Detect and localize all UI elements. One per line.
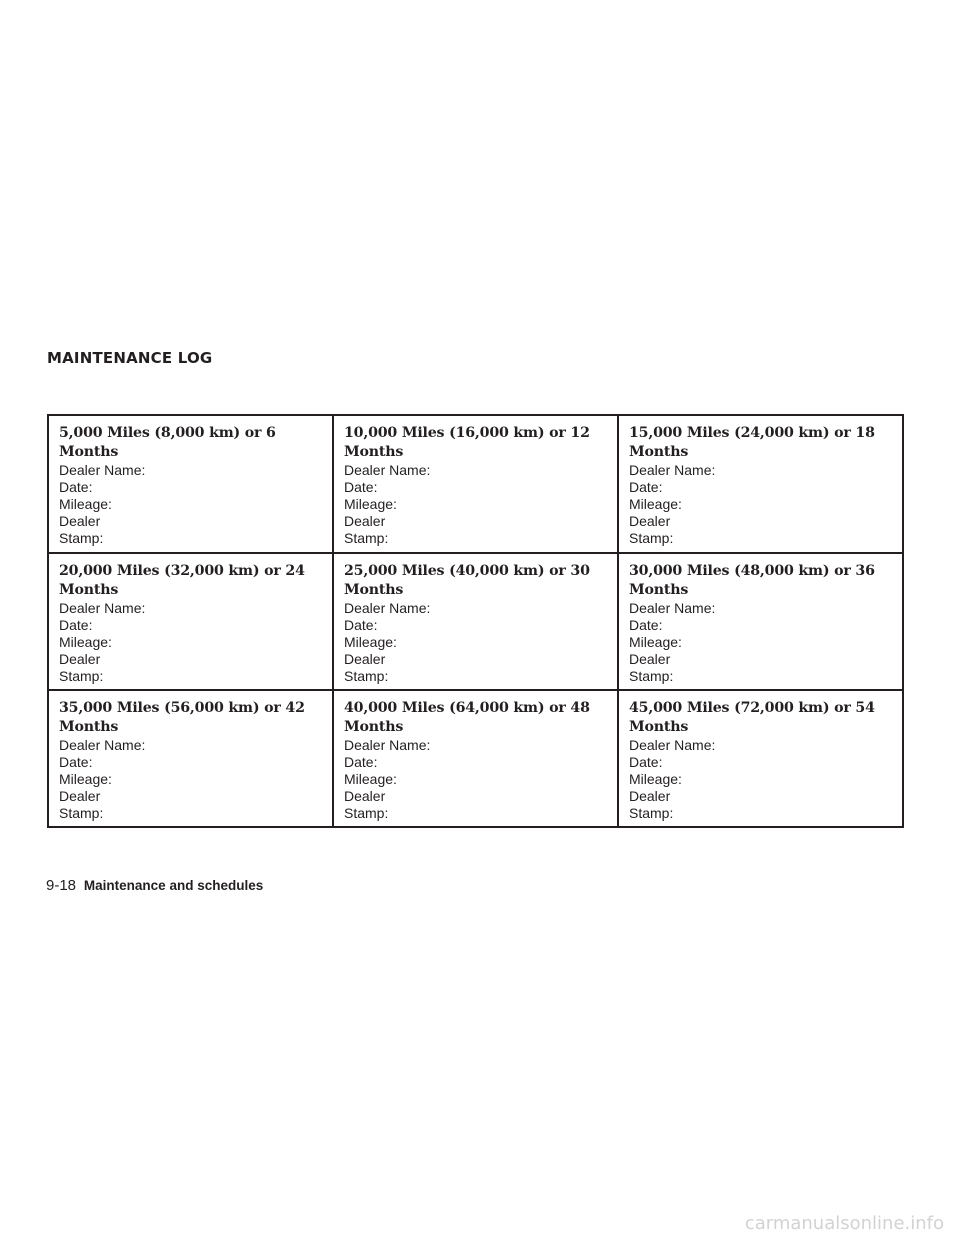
log-row bbox=[48, 690, 903, 827]
log-field-label: Date: bbox=[59, 617, 93, 633]
log-field-label: Dealer Name: bbox=[629, 737, 716, 753]
log-field-label: Dealer bbox=[629, 513, 671, 529]
log-field-label: Dealer bbox=[344, 651, 386, 667]
interval-heading: 25,000 Miles (40,000 km) or 30 Months bbox=[344, 563, 590, 598]
log-field-label: Mileage: bbox=[629, 771, 682, 787]
log-field-label: Dealer bbox=[344, 513, 386, 529]
log-field-label: Mileage: bbox=[629, 634, 682, 650]
log-field-label: Date: bbox=[344, 754, 378, 770]
log-field-label: Mileage: bbox=[59, 496, 112, 512]
log-field-label: Dealer bbox=[629, 788, 671, 804]
page-footer bbox=[46, 877, 263, 894]
log-field-label: Mileage: bbox=[59, 771, 112, 787]
log-cell bbox=[618, 553, 903, 690]
interval-heading: 5,000 Miles (8,000 km) or 6 Months bbox=[59, 425, 276, 460]
log-field-label: Mileage: bbox=[344, 496, 397, 512]
log-field-label: Dealer Name: bbox=[629, 462, 716, 478]
log-field-label: Stamp: bbox=[629, 805, 674, 821]
log-field-label: Stamp: bbox=[59, 805, 104, 821]
interval-heading: 35,000 Miles (56,000 km) or 42 Months bbox=[59, 700, 305, 735]
interval-heading: 30,000 Miles (48,000 km) or 36 Months bbox=[629, 563, 875, 598]
log-field-label: Date: bbox=[59, 754, 93, 770]
section-title: MAINTENANCE LOG bbox=[47, 349, 213, 367]
page-number: 9-18 bbox=[46, 877, 77, 894]
interval-heading: 20,000 Miles (32,000 km) or 24 Months bbox=[59, 563, 305, 598]
log-cell bbox=[333, 690, 618, 827]
log-field-label: Dealer bbox=[59, 788, 101, 804]
log-field-label: Stamp: bbox=[59, 668, 104, 684]
log-field-label: Dealer bbox=[629, 651, 671, 667]
log-field-label: Dealer Name: bbox=[59, 737, 146, 753]
log-field-label: Stamp: bbox=[344, 805, 389, 821]
log-field-label: Stamp: bbox=[59, 530, 104, 546]
log-field-label: Stamp: bbox=[344, 668, 389, 684]
interval-heading: 40,000 Miles (64,000 km) or 48 Months bbox=[344, 700, 590, 735]
log-field-label: Date: bbox=[629, 754, 663, 770]
chapter-title: Maintenance and schedules bbox=[83, 878, 264, 893]
log-field-label: Dealer Name: bbox=[344, 462, 431, 478]
log-field-label: Date: bbox=[344, 479, 378, 495]
log-cell bbox=[333, 553, 618, 690]
log-cell bbox=[48, 553, 333, 690]
log-field-label: Date: bbox=[629, 479, 663, 495]
log-field-label: Date: bbox=[344, 617, 378, 633]
interval-heading: 45,000 Miles (72,000 km) or 54 Months bbox=[629, 700, 875, 735]
log-field-label: Stamp: bbox=[629, 668, 674, 684]
log-field-label: Dealer Name: bbox=[629, 600, 716, 616]
log-field-label: Mileage: bbox=[59, 634, 112, 650]
interval-heading: 10,000 Miles (16,000 km) or 12 Months bbox=[344, 425, 590, 460]
log-field-label: Mileage: bbox=[629, 496, 682, 512]
log-cell bbox=[618, 690, 903, 827]
maintenance-log-table bbox=[47, 414, 904, 828]
log-cell bbox=[618, 415, 903, 553]
log-field-label: Dealer Name: bbox=[59, 600, 146, 616]
log-field-label: Dealer bbox=[59, 651, 101, 667]
log-field-label: Dealer bbox=[59, 513, 101, 529]
log-cell bbox=[48, 415, 333, 553]
log-field-label: Date: bbox=[59, 479, 93, 495]
log-field-label: Dealer Name: bbox=[344, 737, 431, 753]
log-field-label: Dealer Name: bbox=[344, 600, 431, 616]
watermark: carmanualsonline.info bbox=[744, 1213, 944, 1234]
log-field-label: Mileage: bbox=[344, 771, 397, 787]
log-field-label: Mileage: bbox=[344, 634, 397, 650]
log-field-label: Dealer Name: bbox=[59, 462, 146, 478]
log-field-label: Date: bbox=[629, 617, 663, 633]
log-field-label: Stamp: bbox=[629, 530, 674, 546]
log-cell bbox=[333, 415, 618, 553]
log-field-label: Stamp: bbox=[344, 530, 389, 546]
interval-heading: 15,000 Miles (24,000 km) or 18 Months bbox=[629, 425, 875, 460]
log-field-label: Dealer bbox=[344, 788, 386, 804]
log-cell bbox=[48, 690, 333, 827]
log-row bbox=[48, 553, 903, 690]
log-row bbox=[48, 415, 903, 553]
